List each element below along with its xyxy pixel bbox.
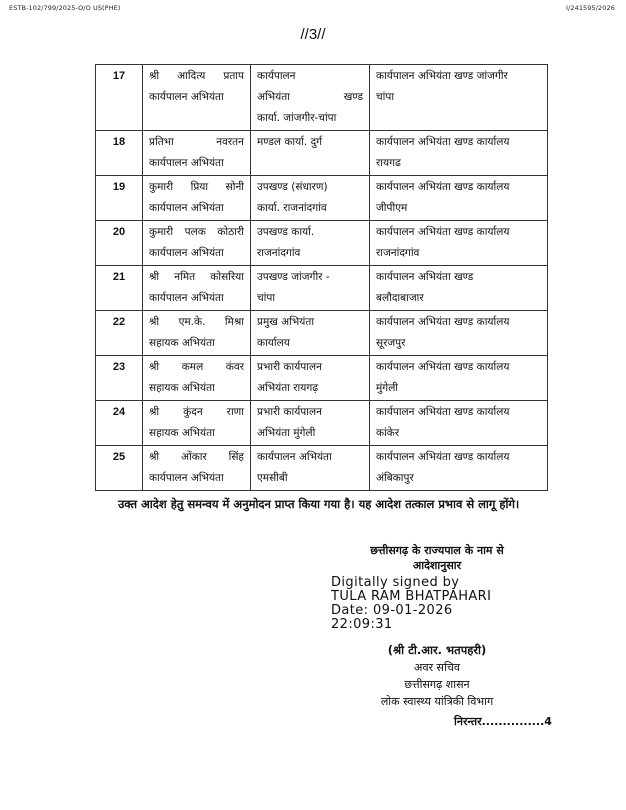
- officer-name-text: श्री नमित कोसरिया: [149, 271, 244, 283]
- serial-number: 25: [96, 446, 143, 491]
- current-posting-line: उपखण्ड (संधारण): [257, 181, 328, 193]
- new-posting-line: कार्यपालन अभियंता खण्ड जांजगीर: [376, 70, 508, 82]
- new-posting-line: बलौदाबाजार: [376, 292, 424, 304]
- current-posting-line: प्रमुख अभियंता: [257, 316, 315, 328]
- current-posting-cell: [251, 131, 370, 176]
- current-posting-cell: [251, 176, 370, 221]
- table-row: [96, 131, 548, 176]
- officer-name-text: कुमारी पलक कोठारी: [149, 226, 244, 238]
- officer-name-text: श्री कमल कंवर: [149, 361, 244, 373]
- new-posting-line: कार्यपालन अभियंता खण्ड: [376, 271, 474, 283]
- document-reference: I/241595/2026: [566, 4, 615, 12]
- new-posting-line: कार्यपालन अभियंता खण्ड कार्यालय: [376, 361, 510, 373]
- new-posting-cell: [370, 356, 548, 401]
- current-posting-cell: [251, 221, 370, 266]
- new-posting-line: कांकेर: [376, 427, 400, 439]
- current-posting-line: अभियंता खण्ड: [257, 91, 363, 103]
- new-posting-line: कार्यपालन अभियंता खण्ड कार्यालय: [376, 136, 510, 148]
- current-posting-line: अभियंता रायगढ़: [257, 382, 319, 394]
- officer-title: अवर सचिव: [414, 661, 460, 674]
- officer-designation-text: सहायक अभियंता: [149, 382, 215, 394]
- serial-number: 24: [96, 401, 143, 446]
- new-posting-line: कार्यपालन अभियंता खण्ड कार्यालय: [376, 226, 510, 238]
- current-posting-cell: [251, 65, 370, 131]
- new-posting-cell: [370, 65, 548, 131]
- current-posting-line: अभियंता मुंगेली: [257, 427, 316, 439]
- table-row: [96, 221, 548, 266]
- officer-designation-text: कार्यपालन अभियंता: [149, 157, 224, 169]
- current-posting-line: उपखण्ड कार्या.: [257, 226, 315, 238]
- serial-number: 17: [96, 65, 143, 131]
- officer-cell: [143, 356, 251, 401]
- new-posting-line: कार्यपालन अभियंता खण्ड कार्यालय: [376, 316, 510, 328]
- new-posting-line: कार्यपालन अभियंता खण्ड कार्यालय: [376, 406, 510, 418]
- new-posting-line: अंबिकापुर: [376, 472, 414, 484]
- officer-cell: [143, 446, 251, 491]
- officer-cell: [143, 266, 251, 311]
- table-row: [96, 401, 548, 446]
- digital-signature-date: Date: 09-01-2026: [331, 603, 453, 618]
- officer-designation-text: कार्यपालन अभियंता: [149, 202, 224, 214]
- digital-signature-signer: TULA RAM BHATPAHARI: [331, 589, 492, 604]
- officer-government: छत्तीसगढ़ शासन: [404, 678, 470, 691]
- new-posting-line: सूरजपुर: [376, 337, 406, 349]
- serial-number: 19: [96, 176, 143, 221]
- current-posting-cell: [251, 446, 370, 491]
- officer-name-text: कुमारी प्रिया सोनी: [149, 181, 244, 193]
- table-row: [96, 311, 548, 356]
- serial-number: 22: [96, 311, 143, 356]
- current-posting-cell: [251, 401, 370, 446]
- officer-designation-text: कार्यपालन अभियंता: [149, 472, 224, 484]
- digital-signature-time: 22:09:31: [331, 617, 393, 632]
- new-posting-cell: [370, 131, 548, 176]
- transfer-table: [95, 64, 548, 491]
- officer-designation-text: कार्यपालन अभियंता: [149, 91, 224, 103]
- current-posting-line: प्रभारी कार्यपालन: [257, 406, 322, 418]
- officer-name-text: प्रतिभा नवरतन: [149, 136, 244, 148]
- new-posting-cell: [370, 221, 548, 266]
- new-posting-cell: [370, 401, 548, 446]
- officer-designation-text: सहायक अभियंता: [149, 427, 215, 439]
- current-posting-line: प्रभारी कार्यपालन: [257, 361, 322, 373]
- officer-cell: [143, 221, 251, 266]
- new-posting-cell: [370, 311, 548, 356]
- governor-order-line2: आदेशानुसार: [412, 559, 462, 572]
- current-posting-line: मण्डल कार्या. दुर्ग: [257, 136, 323, 148]
- officer-name-text: श्री ओंकार सिंह: [149, 451, 244, 463]
- table-row: [96, 446, 548, 491]
- current-posting-line: एमसीबी: [257, 472, 288, 484]
- officer-cell: [143, 65, 251, 131]
- current-posting-line: उपखण्ड जांजगीर -: [257, 271, 330, 283]
- new-posting-line: मुंगेली: [376, 382, 399, 394]
- current-posting-cell: [251, 311, 370, 356]
- file-reference: ESTB-102/799/2025-O/O US(PHE): [9, 4, 121, 12]
- current-posting-line: कार्यपालन: [257, 70, 296, 82]
- table-row: [96, 356, 548, 401]
- current-posting-cell: [251, 266, 370, 311]
- order-paragraph: उक्त आदेश हेतु समन्वय में अनुमोदन प्राप्त किया गया है। यह आदेश तत्काल प्रभाव से लागू होंगे।: [118, 497, 520, 511]
- serial-number: 18: [96, 131, 143, 176]
- officer-cell: [143, 176, 251, 221]
- current-posting-line: राजनांदगांव: [257, 247, 301, 259]
- officer-designation-text: कार्यपालन अभियंता: [149, 247, 224, 259]
- new-posting-line: कार्यपालन अभियंता खण्ड कार्यालय: [376, 451, 510, 463]
- serial-number: 21: [96, 266, 143, 311]
- new-posting-line: रायगढ: [376, 157, 401, 169]
- table-row: [96, 176, 548, 221]
- new-posting-line: चांपा: [376, 91, 395, 103]
- new-posting-line: कार्यपालन अभियंता खण्ड कार्यालय: [376, 181, 510, 193]
- officer-name-text: श्री एम.के. मिश्रा: [149, 316, 244, 328]
- current-posting-line: कार्या. जांजगीर-चांपा: [257, 112, 337, 124]
- table-row: [96, 266, 548, 311]
- officer-name-text: श्री आदित्य प्रताप: [149, 70, 244, 82]
- current-posting-line: कार्या. राजनांदगांव: [257, 202, 327, 214]
- serial-number: 20: [96, 221, 143, 266]
- new-posting-line: राजनांदगांव: [376, 247, 420, 259]
- table-row: [96, 65, 548, 131]
- officer-name-text: श्री कुंदन राणा: [149, 406, 244, 418]
- continued-marker: निरन्तर...............4: [454, 715, 552, 728]
- page-number: //3//: [300, 26, 326, 43]
- officer-department: लोक स्वास्थ्य यांत्रिकी विभाग: [380, 695, 494, 708]
- governor-order-line1: छत्तीसगढ़ के राज्यपाल के नाम से: [370, 544, 504, 557]
- new-posting-cell: [370, 266, 548, 311]
- current-posting-line: कार्यालय: [257, 337, 290, 349]
- officer-designation-text: कार्यपालन अभियंता: [149, 292, 224, 304]
- current-posting-cell: [251, 356, 370, 401]
- signature-block: [322, 543, 552, 632]
- officer-cell: [143, 401, 251, 446]
- serial-number: 23: [96, 356, 143, 401]
- officer-cell: [143, 131, 251, 176]
- new-posting-cell: [370, 446, 548, 491]
- new-posting-cell: [370, 176, 548, 221]
- officer-cell: [143, 311, 251, 356]
- digital-signature-line1: Digitally signed by: [331, 575, 460, 590]
- officer-designation-text: सहायक अभियंता: [149, 337, 215, 349]
- current-posting-line: कार्यपालन अभियंता: [257, 451, 332, 463]
- officer-name: (श्री टी.आर. भतपहरी): [387, 643, 487, 657]
- officer-block: [322, 641, 552, 710]
- current-posting-line: चांपा: [257, 292, 276, 304]
- digital-signature: [331, 576, 552, 632]
- new-posting-line: जीपीएम: [376, 202, 408, 214]
